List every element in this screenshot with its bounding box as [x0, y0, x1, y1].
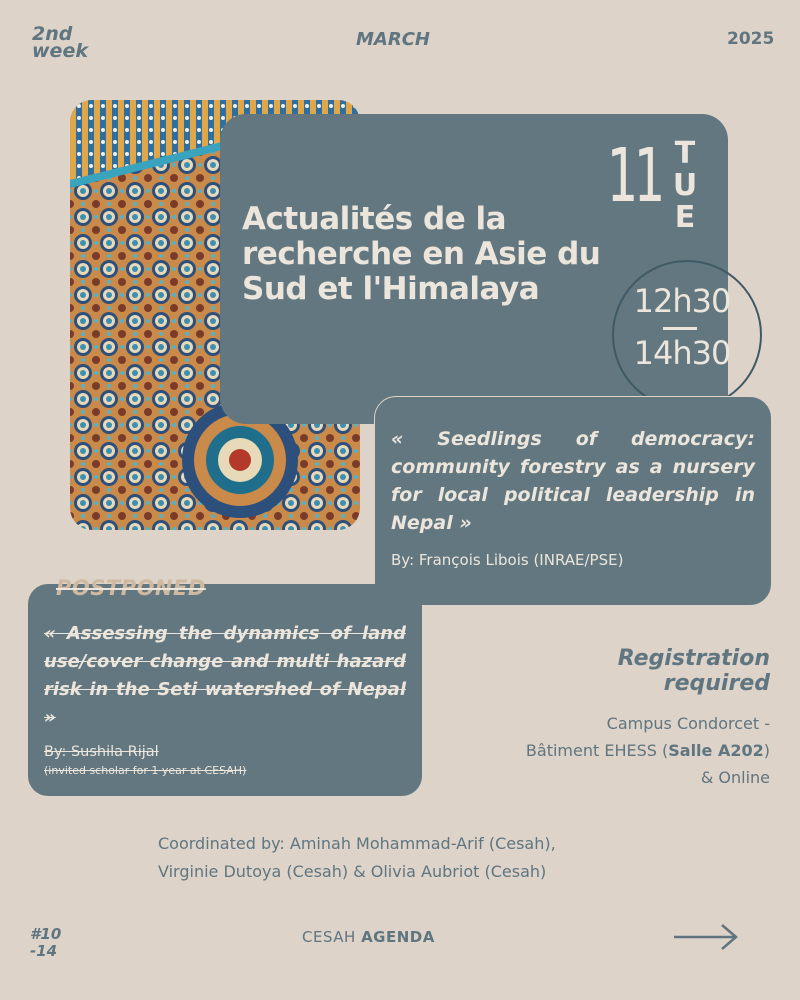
- brand-bold: AGENDA: [361, 928, 435, 946]
- month-label: MARCH: [356, 29, 430, 50]
- issue-line-2: -14: [30, 942, 58, 960]
- time-separator: [663, 327, 697, 330]
- talk-speaker: By: François Libois (INRAE/PSE): [391, 551, 624, 569]
- event-title: Actualités de la recherche en Asie du Sud et l'Himalaya: [242, 201, 601, 307]
- coordinators: [158, 830, 556, 886]
- venue-room: Salle A202: [668, 741, 764, 760]
- header: [0, 23, 800, 66]
- postponed-talk-title: « Assessing the dynamics of land use/cover change and multi hazard risk in the Seti watershed of Nepal »: [44, 623, 406, 728]
- day-name-text: TUE: [672, 136, 698, 235]
- week-line-2: week: [32, 40, 88, 62]
- postponed-talk-card: [28, 576, 422, 796]
- day-name: [665, 138, 705, 234]
- coordinators-line-2: Virginie Dutoya (Cesah) & Olivia Aubriot (Cesah): [158, 862, 547, 881]
- day-number: 11: [606, 133, 660, 219]
- postponed-talk-speaker: By: Sushila Rijal: [44, 744, 159, 760]
- venue-line-1: Campus Condorcet -: [606, 714, 770, 733]
- arrow-right-icon[interactable]: [672, 922, 740, 952]
- week-label: [32, 23, 88, 62]
- registration-line-1: Registration: [617, 646, 770, 671]
- registration-notice: [618, 646, 770, 696]
- venue-close-paren: ): [763, 741, 770, 760]
- talk-title: « Seedlings of democracy: community forestry as a nursery for local political leadership in Nepal »: [391, 428, 755, 534]
- postponed-talk-note: (invited scholar for 1 year at CESAH): [44, 764, 247, 777]
- year-label: 2025: [727, 29, 775, 49]
- talk-card: [374, 396, 772, 606]
- brand-prefix: CESAH: [302, 928, 362, 946]
- venue-line-2: [526, 737, 770, 764]
- issue-number: [30, 926, 61, 960]
- postponed-label: POSTPONED: [56, 576, 206, 600]
- issue-line-1: #10: [30, 925, 62, 943]
- venue-info: [526, 710, 770, 791]
- venue-building: Bâtiment EHESS (: [525, 741, 669, 760]
- brand-label: [302, 928, 435, 946]
- registration-line-2: required: [663, 671, 770, 696]
- time-start: 12h30: [633, 282, 731, 320]
- coordinators-line-1: Coordinated by: Aminah Mohammad-Arif (Cesah),: [158, 834, 556, 853]
- week-line-1: 2nd: [32, 23, 73, 45]
- time-end: 14h30: [633, 334, 731, 372]
- venue-line-3: & Online: [700, 768, 770, 787]
